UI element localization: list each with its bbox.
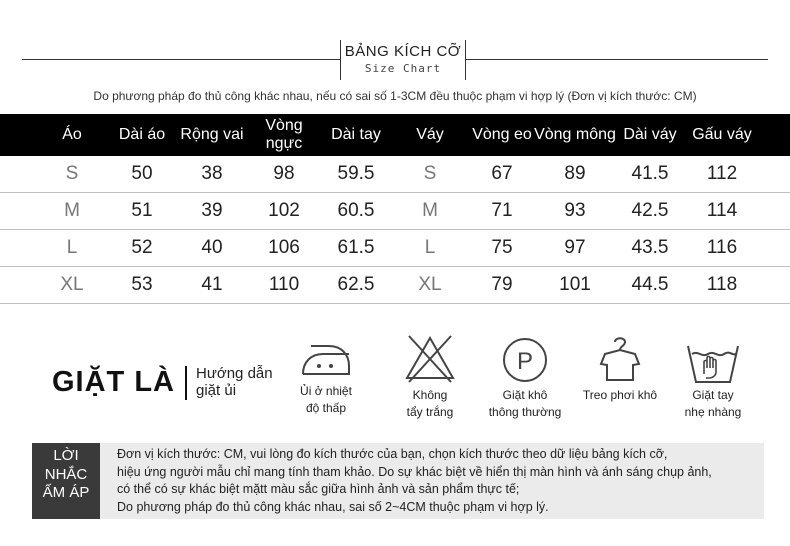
table-cell: 106 [268,237,300,258]
table-header-cell: Vòng ngực [265,117,303,152]
laundry-subtitle-line-1: Hướng dẫn [196,365,273,382]
table-cell: 43.5 [631,237,669,258]
table-cell: 41.5 [631,163,669,184]
size-table [0,114,790,304]
size-label-cell: S [423,163,437,184]
size-label-cell: L [66,237,78,258]
table-row [0,230,790,267]
table-cell: 44.5 [631,274,669,295]
care-item-dry-clean: P Giặt khô thông thường [483,332,567,420]
laundry-subtitle [196,365,286,399]
size-label-cell: M [64,200,80,221]
size-label-cell: XL [60,274,84,295]
table-cell: 93 [564,200,586,221]
measurement-note: Do phương pháp đo thủ công khác nhau, nếu có sai số 1-3CM đều thuộc phạm vi hợp lý (Đơn vị kích thước: CM) [93,89,697,103]
table-row [0,193,790,230]
table-cell: 59.5 [337,163,375,184]
hand-wash-icon [684,332,742,386]
table-cell: 116 [706,237,738,258]
size-label-cell: M [422,200,438,221]
table-header-cell: Gấu váy [692,126,752,143]
size-label-cell: S [65,163,79,184]
laundry-subtitle-line-2: giặt ủi [196,382,237,399]
care-item-hang-dry: Treo phơi khô [578,332,662,403]
hang-dry-icon [593,332,647,386]
table-header-cell: Áo [62,126,82,143]
title-divider-right [466,59,768,60]
table-cell: 40 [201,237,223,258]
title-divider-left [22,59,340,60]
table-cell: 112 [706,163,738,184]
table-cell: 102 [268,200,300,221]
size-label-cell: XL [418,274,442,295]
table-cell: 39 [201,200,223,221]
table-cell: 53 [131,274,153,295]
table-row [0,156,790,193]
table-cell: 101 [559,274,591,295]
table-cell: 71 [491,200,513,221]
table-cell: 79 [491,274,513,295]
table-cell: 38 [201,163,223,184]
table-cell: 62.5 [337,274,375,295]
table-header-cell: Vòng eo [472,126,532,143]
table-cell: 98 [273,163,295,184]
svg-text:P: P [516,348,534,375]
table-header-cell: Dài tay [331,126,381,143]
laundry-title: GIẶT LÀ [52,366,175,398]
table-cell: 60.5 [337,200,375,221]
warm-note-text [100,443,764,519]
table-header-cell: Rộng vai [180,126,244,143]
table-cell: 41 [201,274,223,295]
table-body [0,156,790,304]
table-header-cell: Dài áo [118,126,166,143]
warm-note-line: hiệu ứng người mẫu chỉ mang tính tham khảo. Do sự khác biệt về hiển thị màn hình và ánh sáng chụp ảnh, [117,464,712,479]
table-cell: 67 [491,163,513,184]
laundry-divider [185,366,187,400]
page-subtitle: Size Chart [364,62,442,75]
no-bleach-icon [401,332,459,386]
warm-note-line: Do phương pháp đo thủ công khác nhau, sai số 2~4CM thuộc phạm vi hợp lý. [117,499,549,514]
table-cell: 97 [564,237,586,258]
page-title: BẢNG KÍCH CỠ [344,43,462,60]
table-cell: 110 [268,274,300,295]
care-item-hand-wash: Giặt tay nhẹ nhàng [676,332,750,420]
care-item-no-bleach: Không tẩy trắng [395,332,465,420]
warm-note-line: có thể có sự khác biệt mặtt màu sắc giữa hình ảnh và sản phẩm thực tế; [117,482,520,496]
dry-clean-icon [498,332,552,386]
table-header-cell: Váy [416,126,444,143]
iron-icon [297,332,355,382]
table-cell: 61.5 [337,237,375,258]
table-cell: 51 [131,200,153,221]
table-cell: 114 [706,200,738,221]
table-row [0,267,790,304]
table-cell: 52 [131,237,153,258]
table-cell: 118 [706,274,738,295]
table-header-cell: Dài váy [623,126,677,143]
size-label-cell: L [424,237,436,258]
table-header-row [0,114,790,156]
table-cell: 75 [491,237,513,258]
care-item-iron: Ủi ở nhiệt độ thấp [290,332,362,416]
warm-note-label: LỜI NHẮC ẤM ÁP [32,443,100,519]
warm-note-line: Đơn vị kích thước: CM, vui lòng đo kích thước của bạn, chọn kích thước theo dữ liệu bảng kích cỡ, [117,447,668,461]
table-header-cell: Vòng mông [534,126,616,143]
table-cell: 42.5 [631,200,669,221]
table-cell: 89 [564,163,586,184]
title-block [340,40,466,80]
table-cell: 50 [131,163,153,184]
